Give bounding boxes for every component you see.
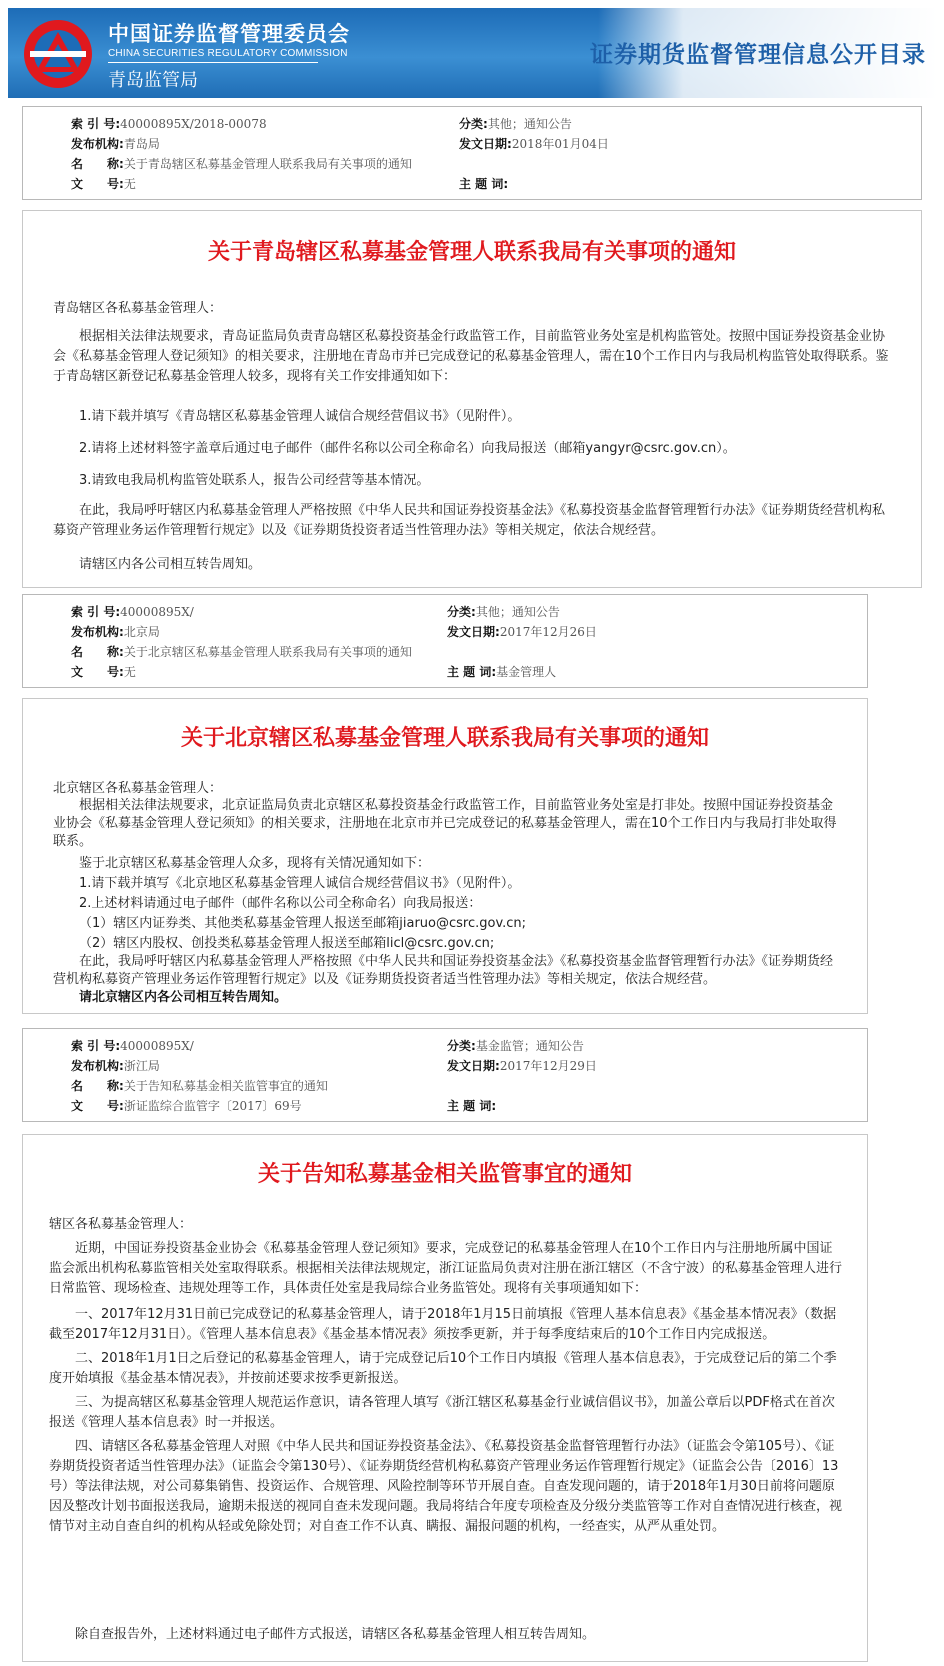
doc2-content [22, 698, 868, 1014]
doc1-title: 关于青岛辖区私募基金管理人联系我局有关事项的通知 [207, 240, 736, 265]
issuer-value: 青岛局 [123, 137, 160, 151]
name-label: 名 称: [71, 1079, 124, 1093]
date-label: 发文日期: [459, 137, 512, 151]
paragraph: 根据相关法律法规要求，北京证监局负责北京辖区私募投资基金行政监管工作，目前监管业务处室是打非处。按照中国证券投资基金业协会《私募基金管理人登记须知》的相关要求，注册地在北京市并已完成登记的私募基金管理人，需在10个工作日内与我局打非处取得联系。 [53, 798, 837, 849]
list-item: 1.请下载并填写《青岛辖区私募基金管理人诚信合规经营倡议书》（见附件）。 [79, 409, 521, 424]
list-item: （1）辖区内证券类、其他类私募基金管理人报送至邮箱jiaruo@csrc.gov.cn; [79, 916, 527, 931]
site-title[interactable]: 证券期货监督管理信息公开目录 [590, 42, 926, 68]
doc1-meta-box [22, 106, 922, 200]
name-value: 关于北京辖区私募基金管理人联系我局有关事项的通知 [123, 645, 412, 659]
number-value: 无 [123, 665, 136, 679]
number-label: 文 号: [71, 177, 124, 191]
date-label: 发文日期: [447, 625, 500, 639]
category-label: 分类: [447, 605, 476, 619]
paragraph: 四、请辖区各私募基金管理人对照《中华人民共和国证券投资基金法》、《私募投资基金监督管理暂行办法》（证监会令第105号）、《证券期货投资者适当性管理办法》（证监会令第130号）、《证券期货经营机构私募资产管理业务运作管理暂行规定》（证监会公告〔2016〕13号）等法律法规，对公司募集销售、投资运作、合规管理、风险控制等环节开展自查。自查发现问题的，请于2018年1月30日前将问题原因及整改计划书面报送我局，逾期未报送的视同自查未发现问题。我局将结合年度专项检查及分级分类监管等工作对自查情况进行核查，视情节对主动自查自纠的机构从轻或免除处罚；对自查工作不认真、瞒报、漏报问题的机构，一经查实，从严从重处罚。 [49, 1439, 843, 1534]
issuer-label: 发布机构: [71, 1059, 124, 1073]
number-value: 无 [123, 177, 136, 191]
name-label: 名 称: [71, 645, 124, 659]
paragraph: 三、为提高辖区私募基金管理人规范运作意识，请各管理人填写《浙江辖区私募基金行业诚信倡议书》，加盖公章后以PDF格式在首次报送《管理人基本信息表》时一并报送。 [49, 1395, 835, 1430]
index-label: 索 引 号: [71, 605, 121, 619]
issuer-value: 浙江局 [123, 1059, 160, 1073]
date-label: 发文日期: [447, 1059, 500, 1073]
paragraph: 根据相关法律法规要求，青岛证监局负责青岛辖区私募投资基金行政监管工作，目前监管业务处室是机构监管处。按照中国证券投资基金业协会《私募基金管理人登记须知》的相关要求，注册地在青岛市并已完成登记的私募基金管理人，需在10个工作日内与我局机构监管处取得联系。鉴于青岛辖区新登记私募基金管理人较多，现将有关工作安排通知如下： [53, 329, 889, 384]
number-label: 文 号: [71, 665, 124, 679]
paragraph: 一、2017年12月31日前已完成登记的私募基金管理人，请于2018年1月15日前填报《管理人基本信息表》《基金基本情况表》（数据截至2017年12月31日）。《管理人基本信息表》《基金基本情况表》须按季更新，并于每季度结束后的10个工作日内完成报送。 [49, 1307, 837, 1342]
paragraph: 在此，我局呼吁辖区内私募基金管理人严格按照《中华人民共和国证券投资基金法》《私募投资基金监督管理暂行办法》《证券期货经营机构私募资产管理业务运作管理暂行规定》以及《证券期货投资者适当性管理办法》等相关规定，依法合规经营。 [53, 503, 886, 538]
keywords-value: 基金管理人 [496, 665, 557, 679]
keywords-label: 主 题 词: [447, 665, 497, 679]
number-label: 文 号: [71, 1099, 124, 1113]
csrc-logo-icon [22, 18, 94, 90]
index-value: 40000895X/ [120, 1039, 194, 1053]
site-title-panel [590, 8, 938, 98]
name-value: 关于告知私募基金相关监管事宜的通知 [123, 1079, 328, 1093]
header-divider [108, 62, 318, 63]
doc3-content [22, 1134, 868, 1662]
list-item: 2.请将上述材料签字盖章后通过电子邮件（邮件名称以公司全称命名）向我局报送（邮箱yangyr@csrc.gov.cn）。 [79, 441, 736, 456]
doc2-title: 关于北京辖区私募基金管理人联系我局有关事项的通知 [180, 726, 709, 751]
number-value: 浙证监综合监管字〔2017〕69号 [123, 1099, 302, 1113]
issuer-label: 发布机构: [71, 625, 124, 639]
paragraph: 除自查报告外，上述材料通过电子邮件方式报送，请辖区各私募基金管理人相互转告周知。 [75, 1627, 596, 1642]
keywords-label: 主 题 词: [447, 1099, 497, 1113]
date-value: 2017年12月26日 [499, 625, 597, 639]
paragraph: 在此，我局呼吁辖区内私募基金管理人严格按照《中华人民共和国证券投资基金法》《私募投资基金监督管理暂行办法》《证券期货经营机构私募资产管理业务运作管理暂行规定》以及《证券期货投资者适当性管理办法》等相关规定，依法合规经营。 [53, 954, 834, 987]
category-value: 其他；通知公告 [475, 605, 560, 619]
date-value: 2018年01月04日 [511, 137, 609, 151]
index-label: 索 引 号: [71, 117, 121, 131]
list-item: （2）辖区内股权、创投类私募基金管理人报送至邮箱licl@csrc.gov.cn; [79, 936, 495, 951]
doc3-title: 关于告知私募基金相关监管事宜的通知 [257, 1162, 632, 1187]
doc2-meta-box [22, 594, 868, 688]
org-name-en: CHINA SECURITIES REGULATORY COMMISSION [108, 48, 348, 59]
category-label: 分类: [447, 1039, 476, 1053]
paragraph: 鉴于北京辖区私募基金管理人众多，现将有关情况通知如下： [79, 856, 431, 871]
salutation: 辖区各私募基金管理人： [49, 1217, 193, 1232]
site-header [8, 8, 938, 98]
salutation: 北京辖区各私募基金管理人： [53, 781, 223, 796]
index-label: 索 引 号: [71, 1039, 121, 1053]
salutation: 青岛辖区各私募基金管理人： [53, 301, 223, 316]
date-value: 2017年12月29日 [499, 1059, 597, 1073]
doc3-meta-box [22, 1028, 868, 1122]
category-value: 其他；通知公告 [487, 117, 572, 131]
bureau-name: 青岛监管局 [108, 70, 198, 91]
closing-line: 请辖区内各公司相互转告周知。 [79, 557, 262, 572]
name-value: 关于青岛辖区私募基金管理人联系我局有关事项的通知 [123, 157, 412, 171]
doc1-content [22, 210, 922, 588]
name-label: 名 称: [71, 157, 124, 171]
category-label: 分类: [459, 117, 488, 131]
paragraph: 近期，中国证券投资基金业协会《私募基金管理人登记须知》要求，完成登记的私募基金管理人在10个工作日内与注册地所属中国证监会派出机构私募监管相关处室取得联系。根据相关法律法规规定，浙江证监局负责对注册在浙江辖区（不含宁波）的私募基金管理人进行日常监管、现场检查、违规处理等工作，具体责任处室是我局综合业务监管处。现将有关事项通知如下： [49, 1241, 843, 1296]
index-value: 40000895X/ [120, 605, 194, 619]
issuer-label: 发布机构: [71, 137, 124, 151]
org-name-cn: 中国证券监督管理委员会 [108, 22, 350, 46]
keywords-label: 主 题 词: [459, 177, 509, 191]
index-value: 40000895X/2018-00078 [120, 117, 267, 131]
paragraph: 二、2018年1月1日之后登记的私募基金管理人，请于完成登记后10个工作日内填报《管理人基本信息表》，于完成登记后的第二个季度开始填报《基金基本情况表》，并按前述要求按季更新报送。 [49, 1351, 837, 1386]
list-item: 1.请下载并填写《北京地区私募基金管理人诚信合规经营倡议书》（见附件）。 [79, 876, 521, 891]
category-value: 基金监管；通知公告 [475, 1039, 584, 1053]
closing-line: 请北京辖区内各公司相互转告周知。 [79, 990, 288, 1005]
issuer-value: 北京局 [123, 625, 160, 639]
list-item: 2.上述材料请通过电子邮件（邮件名称以公司全称命名）向我局报送： [79, 896, 482, 911]
list-item: 3.请致电我局机构监管处联系人，报告公司经营等基本情况。 [79, 473, 430, 488]
